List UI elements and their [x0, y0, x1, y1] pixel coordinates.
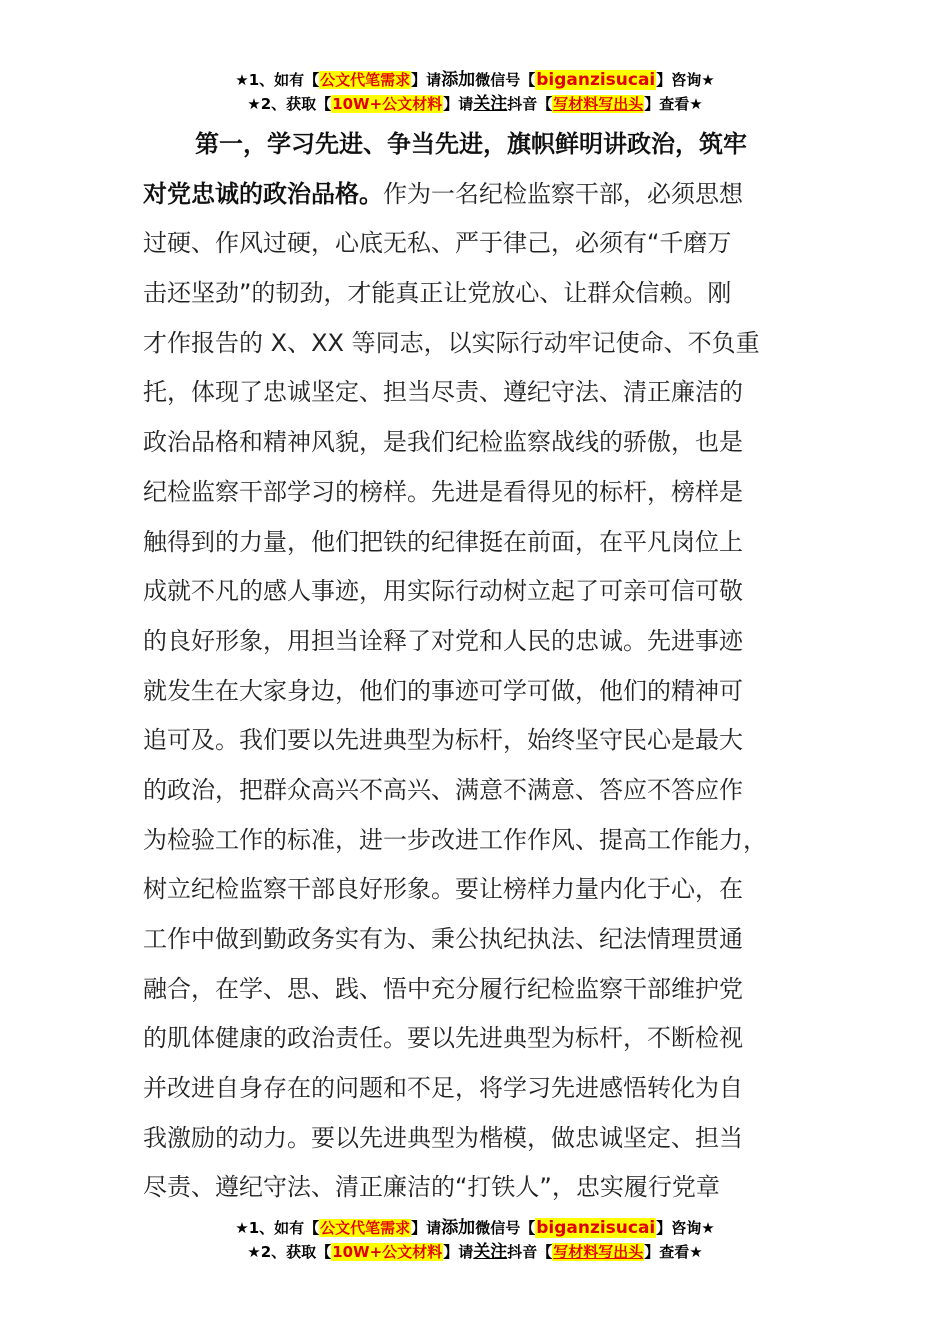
- promo-text: ★2、获取【: [247, 1243, 332, 1261]
- paragraph-line: 的肌体健康的政治责任。要以先进典型为标杆，不断检视: [143, 1024, 743, 1053]
- promo-text: 】请: [411, 71, 442, 89]
- body-text: 作为一名纪检监察干部，必须思想: [383, 179, 743, 208]
- paragraph-line: 纪检监察干部学习的榜样。先进是看得见的标杆，榜样是: [143, 477, 743, 506]
- paragraph-line: [143, 170, 808, 220]
- wechat-id: biganzisucai: [536, 70, 656, 90]
- promo-text: 微信号【: [475, 1219, 536, 1237]
- paragraph-heading-line: [143, 120, 808, 170]
- douyin-account: 写材料写出头: [553, 1243, 644, 1261]
- paragraph-line: 追可及。我们要以先进典型为标杆，始终坚守民心是最大: [143, 726, 743, 755]
- paragraph-line: 政治品格和精神风貌，是我们纪检监察战线的骄傲，也是: [143, 428, 743, 457]
- paragraph-line: 尽责、遵纪守法、清正廉洁的“打铁人”，忠实履行党章: [143, 1173, 720, 1202]
- promo-text: 】查看★: [644, 1243, 703, 1261]
- promo-text: 】查看★: [644, 95, 703, 113]
- promo-highlight: 10W+公文材料: [332, 95, 443, 113]
- promo-emphasis: 添加: [441, 1218, 476, 1238]
- promo-text: ★1、如有【: [235, 71, 320, 89]
- promo-line-1: [0, 68, 950, 92]
- promo-text: 】咨询★: [656, 71, 715, 89]
- promo-line-1: [0, 1216, 950, 1240]
- promo-highlight: 公文代笔需求: [320, 71, 411, 89]
- paragraph-line: 融合，在学、思、践、悟中充分履行纪检监察干部维护党: [143, 974, 743, 1003]
- douyin-account: 写材料写出头: [553, 95, 644, 113]
- promo-highlight: 公文代笔需求: [320, 1219, 411, 1237]
- promo-text: 】请: [443, 1243, 474, 1261]
- paragraph-line: 击还坚劲”的韧劲，才能真正让党放心、让群众信赖。刚: [143, 279, 732, 308]
- promo-highlight: 10W+公文材料: [332, 1243, 443, 1261]
- article-body: [143, 120, 808, 1213]
- paragraph-line: 树立纪检监察干部良好形象。要让榜样力量内化于心，在: [143, 875, 743, 904]
- paragraph-line: 的良好形象，用担当诠释了对党和人民的忠诚。先进事迹: [143, 626, 743, 655]
- paragraph-line: 成就不凡的感人事迹，用实际行动树立起了可亲可信可敬: [143, 577, 743, 606]
- promo-banner-bottom: [0, 1216, 950, 1264]
- paragraph-line: 才作报告的 X、XX 等同志，以实际行动牢记使命、不负重: [143, 328, 760, 357]
- promo-text: 微信号【: [475, 71, 536, 89]
- heading-text: 对党忠诚的政治品格。: [143, 179, 383, 208]
- promo-text: 抖音【: [507, 1243, 553, 1261]
- paragraph-line: 就发生在大家身边，他们的事迹可学可做，他们的精神可: [143, 676, 743, 705]
- paragraph-line: 我激励的动力。要以先进典型为楷模，做忠诚坚定、担当: [143, 1123, 743, 1152]
- wechat-id: biganzisucai: [536, 1218, 656, 1238]
- promo-line-2: [0, 1240, 950, 1264]
- promo-line-2: [0, 92, 950, 116]
- promo-emphasis: 关注: [473, 94, 508, 114]
- paragraph-line: 为检验工作的标准，进一步改进工作作风、提高工作能力，: [143, 825, 767, 854]
- promo-text: 】请: [411, 1219, 442, 1237]
- promo-text: 】请: [443, 95, 474, 113]
- promo-text: 抖音【: [507, 95, 553, 113]
- promo-emphasis: 关注: [473, 1242, 508, 1262]
- paragraph-line: 托，体现了忠诚坚定、担当尽责、遵纪守法、清正廉洁的: [143, 378, 743, 407]
- paragraph-line: 并改进自身存在的问题和不足，将学习先进感悟转化为自: [143, 1074, 743, 1103]
- promo-text: ★2、获取【: [247, 95, 332, 113]
- paragraph-line: 过硬、作风过硬，心底无私、严于律己，必须有“千磨万: [143, 229, 732, 258]
- heading-text: 第一，学习先进、争当先进，旗帜鲜明讲政治，筑牢: [195, 130, 747, 158]
- promo-text: 】咨询★: [656, 1219, 715, 1237]
- promo-banner-top: [0, 68, 950, 116]
- promo-text: ★1、如有【: [235, 1219, 320, 1237]
- paragraph-line: 工作中做到勤政务实有为、秉公执纪执法、纪法情理贯通: [143, 925, 743, 953]
- promo-emphasis: 添加: [441, 70, 476, 90]
- paragraph-line: 触得到的力量，他们把铁的纪律挺在前面，在平凡岗位上: [143, 527, 743, 556]
- paragraph-line: 的政治，把群众高兴不高兴、满意不满意、答应不答应作: [143, 775, 743, 804]
